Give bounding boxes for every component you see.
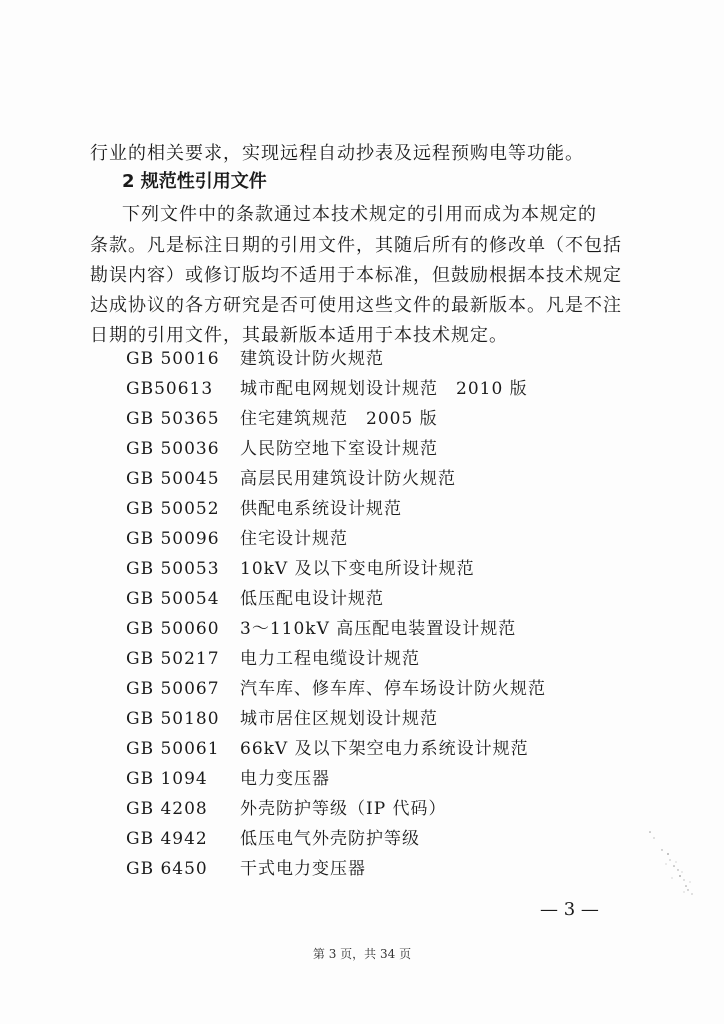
standard-code: GB 50180 — [126, 709, 220, 729]
standard-title: 10kV 及以下变电所设计规范 — [240, 559, 475, 579]
standard-title: 供配电系统设计规范 — [240, 499, 402, 519]
standard-row — [126, 616, 606, 642]
standard-title: 3～110kV 高压配电装置设计规范 — [240, 619, 517, 639]
standard-row — [126, 676, 606, 702]
standard-title: 66kV 及以下架空电力系统设计规范 — [240, 739, 529, 759]
standard-title: 汽车库、修车库、停车场设计防火规范 — [240, 679, 546, 699]
standard-code: GB 50061 — [126, 739, 220, 759]
standard-code: GB 50054 — [126, 589, 220, 609]
paragraph-line-4: 勘误内容）或修订版均不适用于本标准，但鼓励根据本技术规定 — [90, 265, 622, 286]
standard-row — [126, 376, 606, 402]
standard-row — [126, 736, 606, 762]
standard-code: GB 50045 — [126, 469, 220, 489]
standard-row — [126, 346, 606, 372]
section-heading: 2 规范性引用文件 — [122, 171, 267, 192]
standard-row — [126, 766, 606, 792]
standard-row — [126, 496, 606, 522]
standard-title: 高层民用建筑设计防火规范 — [240, 469, 456, 489]
standard-code: GB 6450 — [126, 859, 208, 879]
standard-title: 城市配电网规划设计规范 2010 版 — [240, 379, 528, 399]
standard-code: GB 50036 — [126, 439, 220, 459]
standard-row — [126, 856, 606, 882]
standard-row — [126, 706, 606, 732]
page-footer: 第 3 页，共 34 页 — [312, 947, 412, 961]
standard-row — [126, 826, 606, 852]
paragraph-line-6: 日期的引用文件，其最新版本适用于本技术规定。 — [90, 325, 508, 346]
standard-title: 建筑设计防火规范 — [240, 349, 384, 369]
standard-code: GB 4208 — [126, 799, 208, 819]
standard-code: GB50613 — [126, 379, 214, 399]
standard-title: 人民防空地下室设计规范 — [240, 439, 438, 459]
standard-row — [126, 466, 606, 492]
standard-title: 干式电力变压器 — [240, 859, 366, 879]
standard-title: 电力工程电缆设计规范 — [240, 649, 420, 669]
standard-code: GB 50365 — [126, 409, 220, 429]
standard-row — [126, 556, 606, 582]
scan-speckle-decoration — [640, 820, 700, 900]
standard-code: GB 50067 — [126, 679, 220, 699]
paragraph-line-5: 达成协议的各方研究是否可使用这些文件的最新版本。凡是不注 — [90, 295, 622, 316]
paragraph-line-1: 行业的相关要求，实现远程自动抄表及远程预购电等功能。 — [90, 143, 584, 164]
standard-code: GB 50016 — [126, 349, 220, 369]
paragraph-line-3: 条款。凡是标注日期的引用文件，其随后所有的修改单（不包括 — [90, 235, 622, 256]
standard-code: GB 1094 — [126, 769, 208, 789]
standard-code: GB 50217 — [126, 649, 220, 669]
standard-title: 城市居住区规划设计规范 — [240, 709, 438, 729]
standard-code: GB 50053 — [126, 559, 220, 579]
standard-title: 电力变压器 — [240, 769, 330, 789]
standard-row — [126, 646, 606, 672]
standard-code: GB 50060 — [126, 619, 220, 639]
paragraph-line-2: 下列文件中的条款通过本技术规定的引用而成为本规定的 — [122, 204, 597, 225]
standard-row — [126, 796, 606, 822]
standard-title: 住宅设计规范 — [240, 529, 348, 549]
standard-title: 低压电气外壳防护等级 — [240, 829, 420, 849]
standard-row — [126, 586, 606, 612]
standard-code: GB 50052 — [126, 499, 220, 519]
page-number: — 3 — — [540, 899, 599, 920]
standard-code: GB 50096 — [126, 529, 220, 549]
standard-title: 住宅建筑规范 2005 版 — [240, 409, 438, 429]
standard-code: GB 4942 — [126, 829, 208, 849]
standard-title: 外壳防护等级（IP 代码） — [240, 799, 447, 819]
standard-row — [126, 406, 606, 432]
standard-row — [126, 526, 606, 552]
standard-row — [126, 436, 606, 462]
standard-title: 低压配电设计规范 — [240, 589, 384, 609]
